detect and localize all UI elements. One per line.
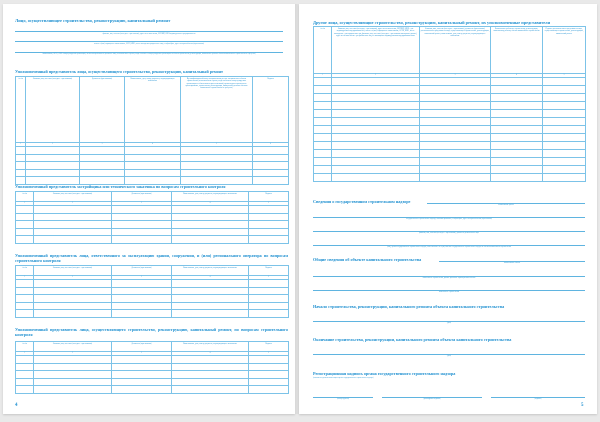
gos-nadzor-caption-4: (лиц), органа государственного строительного надзора, ответственного за осуществление государственного строительного надзора за объектом капитального строительства [386,246,512,248]
left-page [3,4,295,414]
col-header: Наименование, дата, номер документа, подтверждающего полномочие [172,342,249,352]
table-row[interactable] [314,150,586,158]
table-row[interactable] [314,86,586,94]
col-number: 3 [80,143,125,147]
col-number: 5 [249,202,289,206]
col-number: 1 [16,202,34,206]
col-header: Должность (при наличии) [112,266,172,276]
registration-subtitle: (заполняется должностным лицом органа государственного строительного надзора) [313,377,374,379]
section2-table [15,191,289,244]
start-date-caption: (дата) [446,322,452,324]
object-info-caption-2: капитального строительства, краткие проектные характеристики объекта [422,277,476,279]
header-caption-1: фамилия, имя, отчество (последнее - при наличии), адрес места жительства, ОГРНИП, ИНН индивидуального предпринимателя [102,32,196,35]
col-header: Наименование, дата, номер документа, подтверждающего полномочие [172,192,249,202]
col-header: Подпись уполномоченного представителя лица, осуществляющего строительство, реконструкцию, капитальный ремонт [543,27,586,74]
col-number: 4 [491,74,543,78]
table-row[interactable] [16,221,289,229]
table-row[interactable] [314,158,586,166]
col-header: № п/п [16,77,26,143]
col-header: Фамилия, имя, отчество (последнее - при наличии) [26,77,80,143]
table-row[interactable] [16,177,289,185]
table-row[interactable] [16,280,289,288]
table-row[interactable] [16,162,289,170]
header-title: Лицо, осуществляющее строительство, реконструкцию, капитальный ремонт [15,18,171,23]
table-row[interactable] [16,206,289,214]
table-row[interactable] [314,110,586,118]
table-row[interactable] [16,228,289,236]
col-header: Должность (при наличии) [112,192,172,202]
table-row[interactable] [16,310,289,318]
col-header: Наименование, дата, номер документа, подтверждающего полномочие [172,266,249,276]
table-row[interactable] [314,166,586,174]
object-info-caption-1: наименование объекта [503,262,521,264]
end-date-caption: (дата) [446,355,452,357]
end-title: Окончание строительства, реконструкции, капитального ремонта объекта капитального строительства [313,337,512,342]
col-header: № п/п [16,266,34,276]
table-row[interactable] [16,386,289,394]
section4-table [15,341,289,394]
section1-title: Уполномоченный представитель лица, осуществляющего строительство, реконструкцию, капитальный ремонт [15,69,223,74]
table-row[interactable] [16,302,289,310]
registration-caption-3: (подпись) [534,398,542,400]
col-number: 5 [181,143,253,147]
section4-title: Уполномоченный представитель лица, осуществляющего строительство, реконструкцию, капитальный ремонт, по вопросам строительного контроля [15,327,288,338]
col-number: 2 [34,352,112,356]
gos-nadzor-caption-2: государственного строительного надзора, почтовый реквизиты, телефон/факс, адрес электронной почты (при наличии) [406,218,492,220]
section3-title: Уполномоченный представитель лица, ответственного за эксплуатацию здания, сооружения, и (или) регионального оператора по вопросам строительного контроля [15,253,288,264]
col-header: Фамилия, имя, отчество (последнее - при наличии) [34,266,112,276]
gos-nadzor-caption-3: фамилия, имя, отчество (последнее - при наличии), должность должностного лица [419,232,479,234]
col-number: 1 [16,276,34,280]
section5-title: Другие лица, осуществляющие строительство, реконструкцию, капитальный ремонт, их уполномоченные представители [313,20,551,25]
col-number: 3 [112,352,172,356]
col-number: 2 [332,74,420,78]
page-number-right: 5 [581,403,584,408]
col-number: 4 [172,276,249,280]
object-info-title: Общие сведения об объекте капитального строительства [313,257,422,262]
col-header: Идентификационный номер в национальном реестре специалистов в области строительства (за исключением случаев, когда членство в саморегулируемых организациях в области инженерных изысканий, архитектурно-строительного проектирования, строительства, реконструкции, капитального ремонта объектов капитального строительства не требуется) [181,77,253,143]
table-row[interactable] [16,154,289,162]
start-title: Начало строительства, реконструкции, капитального ремонта объекта капитального строительства [313,304,505,309]
table-row[interactable] [16,147,289,155]
col-header: № п/п [16,342,34,352]
col-header: Подпись [249,266,289,276]
col-number: 3 [420,74,491,78]
col-header: № п/п [314,27,332,74]
col-number: 2 [34,276,112,280]
table-row[interactable] [16,236,289,244]
header-caption-3: наименование, ОГРН, ИНН саморегулируемой организации, членом которой является указанное лицо (за исключением случаев, когда членство в саморегулируемых организациях в области строительства, реконструкции, капитального ремонта объектов капитального строительства не требуется) [42,53,256,55]
col-number: 5 [249,352,289,356]
col-header: Выполняемые работы по строительству, реконструкции, капитальному ремонту объекта капитального строительства [491,27,543,74]
col-header: Фамилия, имя, отчество (последнее - при наличии) [34,192,112,202]
section3-table [15,265,289,318]
table-row[interactable] [314,126,586,134]
col-number: 4 [125,143,181,147]
col-number: 4 [172,352,249,356]
table-row[interactable] [16,356,289,364]
table-row[interactable] [314,174,586,182]
col-header: Подпись [249,342,289,352]
table-row[interactable] [16,169,289,177]
col-number: 5 [249,276,289,280]
col-header: Фамилия, имя, отчество (последнее - при наличии), адрес места жительства, ОГРНИП, ИНН - для индивидуальных предпринимателей, полное и (или) сокращенное наименование, ОГРН, ИНН, место нахождения - для юридических лиц, фамилия, имя, отчество (последнее - при наличии паспортные данные), адрес места жительства - для физических лиц, не являющихся индивидуальными предпринимателями [332,27,420,74]
registration-title: Регистрационная надпись органа государственного строительного надзора [313,371,456,376]
col-number: 2 [26,143,80,147]
registration-caption-2: (расшифровка подписи) [423,398,441,400]
col-header: Подпись [249,192,289,202]
col-header: Фамилия, имя, отчество (последнее - при наличии), должность (при наличии) уполномоченного представителя лица, осуществляющего строительство, реконструкцию, капитальный ремонт, наименование, дата, номер документа, подтверждающего полномочие [420,27,491,74]
table-row[interactable] [314,102,586,110]
col-number: 1 [314,74,332,78]
col-header: Наименование, дата, номер документа, подтверждающего полномочие [125,77,181,143]
object-info-caption-3: капитального строительства [438,291,460,293]
header-caption-2: полное и (или) сокращенное наименование, ОГРН, ИНН, место нахождения юридического лица, телефон/факс, адрес электронной почты (при наличии) [94,42,204,45]
right-page [299,4,597,414]
col-number: 3 [112,202,172,206]
table-row[interactable] [314,118,586,126]
col-number: 3 [112,276,172,280]
table-row[interactable] [314,78,586,86]
table-row[interactable] [16,213,289,221]
col-number: 2 [34,202,112,206]
table-row[interactable] [314,134,586,142]
page-number-left: 4 [15,403,18,408]
section1-table [15,76,289,185]
table-row[interactable] [16,371,289,379]
col-number: 6 [253,143,289,147]
section2-title: Уполномоченный представитель застройщика или технического заказчика по вопросам строительного контроля [15,184,226,189]
gos-nadzor-title: Сведения о государственном строительном надзоре [313,199,411,204]
col-header: Фамилия, имя, отчество (последнее - при наличии) [34,342,112,352]
table-row[interactable] [16,363,289,371]
table-row[interactable] [16,378,289,386]
col-header: Должность (при наличии) [112,342,172,352]
gos-nadzor-caption-1: наименование органа [498,204,514,206]
table-row[interactable] [314,142,586,150]
col-header: Подпись [253,77,289,143]
col-number: 5 [543,74,586,78]
table-row[interactable] [16,287,289,295]
registration-caption-1: (номер журнала) [336,398,350,400]
col-number: 4 [172,202,249,206]
section5-table [313,26,586,182]
col-number: 1 [16,143,26,147]
col-header: Должность (при наличии) [80,77,125,143]
table-row[interactable] [16,295,289,303]
col-number: 1 [16,352,34,356]
col-header: № п/п [16,192,34,202]
table-row[interactable] [314,94,586,102]
